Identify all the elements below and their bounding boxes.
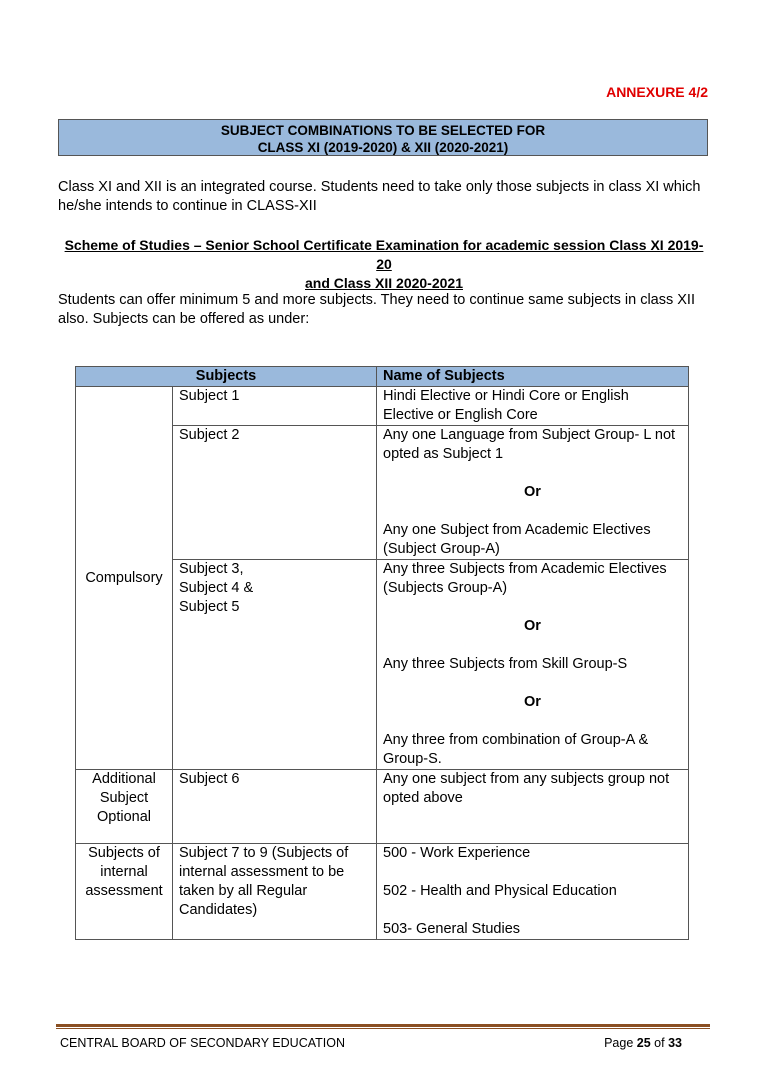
additional-line-2: Subject [99, 790, 149, 806]
title-box [58, 119, 708, 156]
page-total: 33 [668, 1036, 682, 1050]
subject-3-5-or-1: Or [524, 618, 541, 634]
scheme-heading [58, 236, 710, 293]
table-header-row [76, 367, 689, 387]
subject-3-line: Subject 3, [179, 561, 244, 577]
subject-1-label: Subject 1 [173, 387, 377, 426]
subject-6-desc: Any one subject from any subjects group not opted above [377, 770, 689, 844]
internal-line-3: assessment [85, 883, 163, 899]
footer-rule-thick [56, 1024, 710, 1027]
subject-5-line: Subject 5 [179, 599, 240, 615]
additional-line-3: Optional [96, 809, 151, 825]
additional-line-1: Additional [92, 771, 156, 787]
footer-organization: CENTRAL BOARD OF SECONDARY EDUCATION [60, 1036, 345, 1050]
subject-1-desc: Hindi Elective or Hindi Core or English Elective or English Core [377, 387, 689, 426]
internal-line-2: internal [100, 864, 148, 880]
page-number [604, 1036, 682, 1050]
subject-3-5-option-a: Any three Subjects from Academic Electives (Subjects Group-A) [383, 561, 667, 596]
subject-2-option-a: Any one Language from Subject Group- L not opted as Subject 1 [383, 427, 676, 462]
subject-3-5-or-2: Or [524, 694, 541, 710]
table-row [76, 770, 689, 844]
internal-item-500: 500 - Work Experience [383, 845, 531, 861]
table-row [76, 844, 689, 940]
subject-3-5-option-c: Any three from combination of Group-A & Group-S. [383, 732, 649, 767]
internal-line-1: Subjects of [88, 845, 160, 861]
subject-3-5-desc [377, 560, 689, 770]
page-current: 25 [636, 1036, 651, 1050]
subject-3-5-label [173, 560, 377, 770]
scheme-line-1: Scheme of Studies – Senior School Certificate Examination for academic session Class XI 2019-20 [64, 237, 704, 272]
additional-subject-cell [76, 770, 173, 844]
subject-2-or: Or [524, 484, 541, 500]
compulsory-cell: Compulsory [76, 387, 173, 770]
subject-7-9-desc [377, 844, 689, 940]
title-line-2: CLASS XI (2019-2020) & XII (2020-2021) [257, 140, 509, 155]
header-subjects: Subjects [76, 367, 377, 387]
internal-item-502: 502 - Health and Physical Education [383, 883, 617, 899]
annexure-label: ANNEXURE 4/2 [606, 84, 708, 100]
scheme-line-2: and Class XII 2020-2021 [305, 275, 463, 291]
intro-paragraph: Class XI and XII is an integrated course. Students need to take only those subjects in class XI which he/she intends to continue in CLASS-XII [58, 179, 701, 214]
subject-7-9-label: Subject 7 to 9 (Subjects of internal assessment to be taken by all Regular Candidates) [173, 844, 377, 940]
page-of: of [654, 1036, 665, 1050]
subject-2-desc [377, 426, 689, 560]
internal-item-503: 503- General Studies [383, 921, 521, 937]
internal-assessment-cell [76, 844, 173, 940]
subjects-table [75, 366, 689, 940]
header-name-of-subjects: Name of Subjects [377, 367, 689, 387]
offer-paragraph: Students can offer minimum 5 and more subjects. They need to continue same subjects in class XII also. Subjects can be offered as under: [58, 292, 695, 327]
table-row [76, 387, 689, 426]
subject-3-5-option-b: Any three Subjects from Skill Group-S [383, 656, 628, 672]
subject-6-label: Subject 6 [173, 770, 377, 844]
footer-rule-thin [56, 1028, 710, 1029]
page-prefix: Page [604, 1036, 634, 1050]
subject-4-line: Subject 4 & [179, 580, 254, 596]
subject-2-label: Subject 2 [173, 426, 377, 560]
subject-2-option-b: Any one Subject from Academic Electives (Subject Group-A) [383, 522, 651, 557]
title-line-1: SUBJECT COMBINATIONS TO BE SELECTED FOR [220, 123, 546, 138]
